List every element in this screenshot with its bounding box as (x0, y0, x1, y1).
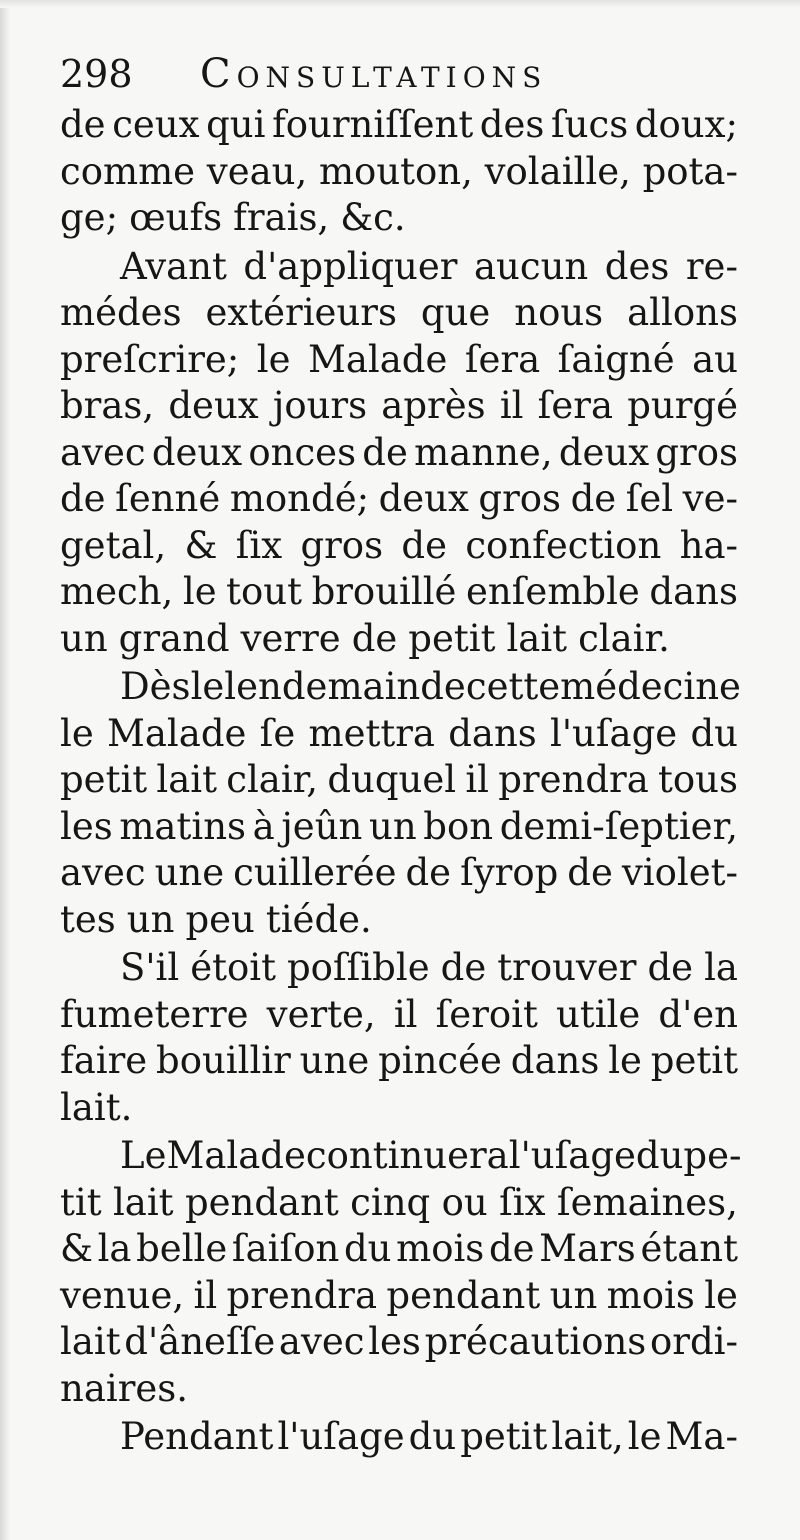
running-head (60, 46, 738, 102)
text-line: venue, il prendra pendant un mois le (60, 1273, 738, 1317)
text-line: & la belle ſaiſon du mois de Mars étant (60, 1227, 738, 1270)
text-line: le Malade ſe mettra dans l'uſage du (60, 711, 738, 755)
text-line: getal, & ſix gros de confection ha- (60, 523, 738, 567)
text-block (60, 46, 742, 1461)
text-line: les matins à jeûn un bon demi-ſeptier, (60, 804, 738, 848)
text-line: avec une cuillerée de ſyrop de violet- (60, 851, 738, 894)
text-line: comme veau, mouton, volaille, pota- (60, 149, 738, 193)
text-line: médes extérieurs que nous allons (60, 291, 738, 334)
text-line: Dès le lendemain de cette médecine (120, 665, 741, 708)
text-line: faire bouillir une pincée dans le petit (60, 1039, 738, 1082)
text-line: mech, le tout brouillé enſemble dans (60, 570, 738, 613)
text-line: S'il étoit poſſible de trouver de la (120, 946, 738, 989)
text-line: avec deux onces de manne, deux gros (60, 430, 738, 474)
text-line: fumeterre verte, il ſeroit utile d'en (60, 992, 738, 1036)
page-top-shadow (0, 0, 800, 8)
text-line: naires. (60, 1366, 189, 1410)
text-line: Le Malade continuera l'uſage du pe- (120, 1134, 742, 1177)
text-line: de ſenné mondé; deux gros de ſel ve- (60, 477, 738, 520)
text-line: Pendant l'uſage du petit lait, le Ma- (120, 1415, 738, 1458)
text-line: lait d'âneſſe avec les précautions ordi- (60, 1320, 738, 1363)
page-edge-shadow (0, 0, 10, 1540)
text-line: tes un peu tiéde. (60, 897, 372, 941)
text-line: un grand verre de petit lait clair. (60, 616, 670, 660)
page-number: 298 (60, 52, 133, 96)
body-text (60, 102, 742, 1461)
text-line: de ceux qui fourniſſent des ſucs doux; (60, 103, 738, 146)
text-line: bras, deux jours après il ſera purgé (60, 384, 738, 427)
text-line: preſcrire; le Malade ſera ſaigné au (60, 337, 738, 381)
text-line: petit lait clair, duquel il prendra tous (60, 758, 738, 801)
text-line: ge; œufs frais, &c. (60, 196, 406, 239)
text-line: lait. (60, 1085, 133, 1129)
text-line: Avant d'appliquer aucun des re- (120, 244, 738, 288)
running-title: Consultations (200, 51, 548, 97)
text-line: tit lait pendant cinq ou ſix ſemaines, (60, 1180, 738, 1224)
